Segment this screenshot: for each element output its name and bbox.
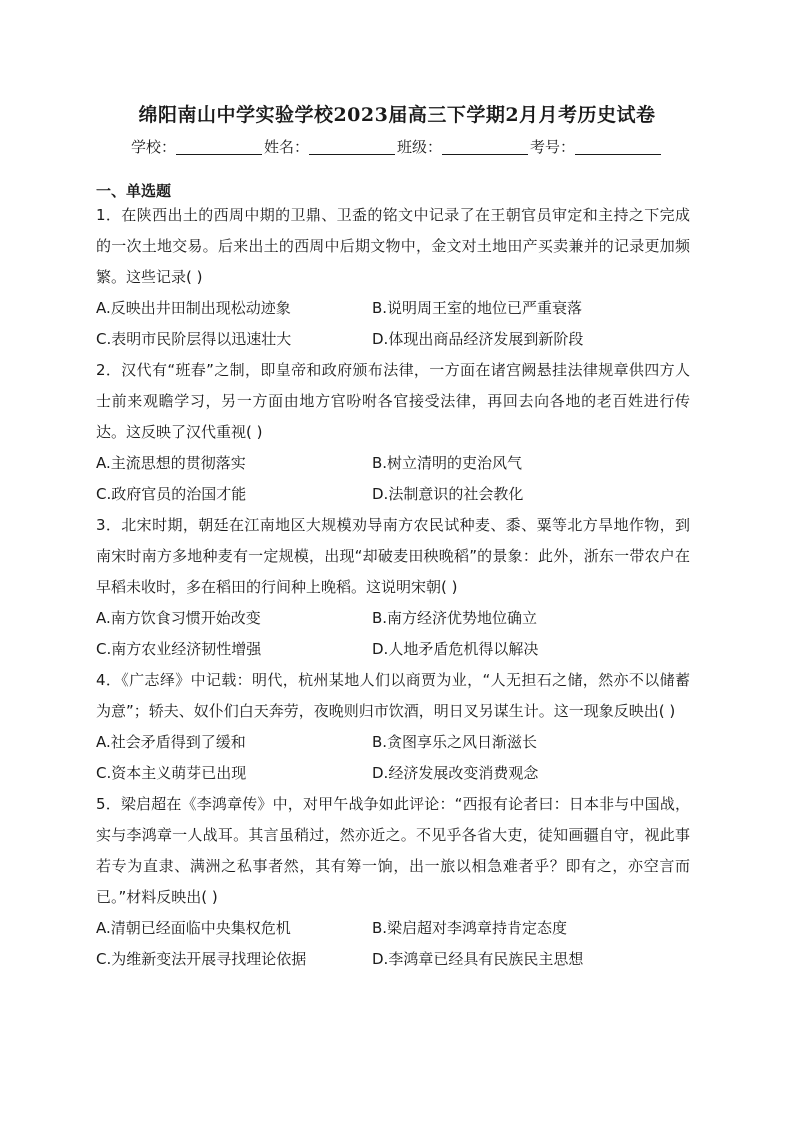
question-stem: 3．北宋时期，朝廷在江南地区大规模劝导南方农民试种麦、黍、粟等北方旱地作物，到南宋时南方多地种麦有一定规模，出现“却破麦田秧晚稻”的景象：此外，浙东一带农户在早稻未收时，多在稻田的行间种上晚稻。这说明宋朝( ): [96, 516, 690, 596]
name-label: 姓名：: [263, 138, 309, 156]
exam-title: 绵阳南山中学实验学校2023届高三下学期2月月考历史试卷: [138, 104, 656, 126]
question-stem: 2．汉代有“班春”之制，即皇帝和政府颁布法律，一方面在诸宫阙悬挂法律规章供四方人士前来观瞻学习，另一方面由地方官吩咐各官接受法律，再回去向各地的老百姓进行传达。这反映了汉代重视( ): [96, 361, 690, 441]
option-a: A.社会矛盾得到了缓和: [96, 733, 246, 751]
option-row: [96, 324, 690, 355]
option-c: C.表明市民阶层得以迅速壮大: [96, 330, 292, 348]
option-row: [96, 634, 690, 665]
class-label: 班级：: [397, 138, 443, 156]
name-blank: [309, 140, 395, 155]
question-stem: 5．梁启超在《李鸿章传》中，对甲午战争如此评论：“西报有论者曰：日本非与中国战，实与李鸿章一人战耳。其言虽稍过，然亦近之。不见乎各省大吏，徒知画疆自守，视此事若专为直隶、满洲之私事者然，其有筹一饷，出一旅以相急难者乎？即有之，亦空言而已。”材料反映出( ): [96, 795, 690, 906]
option-a: A.反映出井田制出现松动迹象: [96, 299, 291, 317]
question-1: [96, 200, 690, 355]
section-heading: 一、单选题: [96, 182, 172, 200]
id-label: 考号：: [530, 138, 576, 156]
option-c: C.南方农业经济韧性增强: [96, 640, 262, 658]
option-a: A.清朝已经面临中央集权危机: [96, 919, 291, 937]
option-b: B.南方经济优势地位确立: [372, 609, 538, 627]
option-d: D.李鸿章已经具有民族民主思想: [372, 950, 584, 968]
option-a: A.南方饮食习惯开始改变: [96, 609, 261, 627]
option-row: [96, 293, 690, 324]
option-a: A.主流思想的贯彻落实: [96, 454, 246, 472]
option-b: B.贪图享乐之风日渐滋长: [372, 733, 538, 751]
option-b: B.梁启超对李鸿章持肯定态度: [372, 919, 568, 937]
school-blank: [176, 140, 262, 155]
option-c: C.政府官员的治国才能: [96, 485, 247, 503]
student-info-line: [0, 136, 794, 157]
question-5: [96, 789, 690, 975]
option-row: [96, 448, 690, 479]
option-row: [96, 479, 690, 510]
option-d: D.经济发展改变消费观念: [372, 764, 539, 782]
option-c: C.资本主义萌芽已出现: [96, 764, 247, 782]
question-stem: 1．在陕西出土的西周中期的卫鼎、卫盉的铭文中记录了在王朝官员审定和主持之下完成的一次土地交易。后来出土的西周中后期文物中，金文对土地田产买卖兼并的记录更加频繁。这些记录( ): [96, 206, 690, 286]
option-b: B.树立清明的吏治风气: [372, 454, 523, 472]
question-4: [96, 665, 690, 789]
option-b: B.说明周王室的地位已严重衰落: [372, 299, 583, 317]
option-row: [96, 727, 690, 758]
school-label: 学校：: [130, 138, 176, 156]
option-d: D.体现出商品经济发展到新阶段: [372, 330, 584, 348]
questions-list: [96, 200, 690, 975]
class-blank: [442, 140, 528, 155]
option-d: D.人地矛盾危机得以解决: [372, 640, 539, 658]
question-3: [96, 510, 690, 665]
option-row: [96, 603, 690, 634]
id-blank: [575, 140, 661, 155]
question-stem: 4．《广志绎》中记载：明代，杭州某地人们以商贾为业，“人无担石之储，然亦不以储蓄为意”；轿夫、奴仆们白天奔劳，夜晚则归市饮酒，明日叉另谋生计。这一现象反映出( ): [96, 671, 690, 720]
option-c: C.为维新变法开展寻找理论依据: [96, 950, 307, 968]
option-d: D.法制意识的社会教化: [372, 485, 524, 503]
option-row: [96, 758, 690, 789]
question-2: [96, 355, 690, 510]
option-row: [96, 913, 690, 944]
option-row: [96, 944, 690, 975]
